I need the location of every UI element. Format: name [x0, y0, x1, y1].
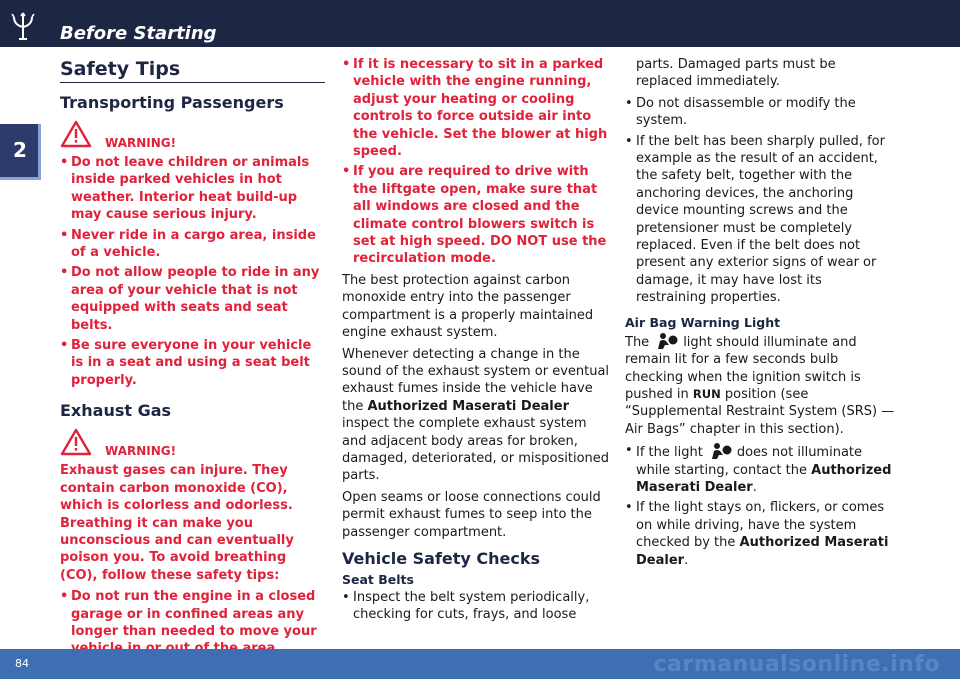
body-text	[342, 589, 612, 624]
body-text	[625, 56, 895, 307]
column-1	[60, 56, 325, 661]
warning-item: • Do not allow people to ride in any area of your vehicle that is not equipped with seats and seat belts.	[60, 264, 325, 334]
trident-logo-icon	[8, 11, 38, 41]
text: inspect the complete exhaust system and adjacent body areas for broken, damaged, deteriorated, or mispositioned parts.	[342, 416, 610, 484]
text: .	[684, 552, 689, 568]
warning-triangle-icon	[60, 120, 92, 148]
warning-item: • Do not leave children or animals inside parked vehicles in hot weather. Interior heat build-up may cause serious injury.	[60, 154, 325, 224]
warning-header	[60, 120, 325, 152]
heading-exhaust-gas: Exhaust Gas	[60, 401, 172, 421]
list-item: • Inspect the belt system periodically, checking for cuts, frays, and loose	[342, 589, 612, 624]
warning-item: • Be sure everyone in your vehicle is in a seat and using a seat belt properly.	[60, 337, 325, 389]
paragraph: The best protection against carbon monoxide entry into the passenger compartment is a properly maintained engine exhaust system.	[342, 272, 594, 341]
warning-item: • If you are required to drive with the liftgate open, make sure that all windows are closed and the climate control blowers switch is set at high speed. DO NOT use the recirculation mode.	[342, 163, 612, 267]
list-item	[625, 442, 895, 496]
heading-transporting-passengers: Transporting Passengers	[60, 93, 284, 112]
body-text	[342, 272, 612, 541]
heading-air-bag-warning-light: Air Bag Warning Light	[625, 314, 781, 330]
warning-label: WARNING!	[105, 136, 177, 150]
footer-bar	[0, 649, 960, 679]
warning-label: WARNING!	[105, 444, 177, 459]
warning-paragraph: Exhaust gases can injure. They contain carbon monoxide (CO), which is colorless and odorless. Breathing it can make you unconscious and can eventually poison you. To avoid breathing (CO), follow these safety tips:	[60, 463, 294, 583]
paragraph	[342, 346, 612, 485]
page-number: 84	[15, 657, 29, 670]
paragraph	[625, 332, 895, 438]
dealer-name: Authorized Maserati Dealer	[636, 462, 892, 495]
run-label: RUN	[692, 386, 721, 401]
warning-item: • If it is necessary to sit in a parked vehicle with the engine running, adjust your heating or cooling controls to force outside air into the vehicle. Set the blower at high speed.	[342, 56, 612, 160]
chapter-number: 2	[13, 138, 27, 162]
airbag-warning-icon	[653, 332, 679, 350]
text: does not illuminate while starting, contact the	[636, 445, 863, 478]
list-item: • If the belt has been sharply pulled, for example as the result of an accident, the safety belt, together with the anchoring devices, the anchoring device mounting screws and the pretensioner must be completely replaced. Even if the belt does not present any exterior signs of wear or damage, it may have lost its restraining properties.	[625, 133, 895, 307]
text: .	[752, 479, 757, 495]
list-item: • Do not disassemble or modify the system.	[625, 95, 895, 130]
warning-block	[60, 154, 325, 389]
body-text	[625, 332, 895, 569]
dealer-name: Authorized Maserati Dealer	[636, 535, 889, 568]
dealer-name: Authorized Maserati Dealer	[367, 398, 569, 414]
warning-block-continued	[342, 56, 612, 268]
text: Whenever detecting a change in the sound of the exhaust system or eventual exhaust fumes inside the vehicle have the	[342, 346, 610, 414]
warning-item: • Never ride in a cargo area, inside of a vehicle.	[60, 227, 325, 262]
text: If the light	[636, 445, 703, 461]
text: The	[625, 334, 650, 350]
chapter-tab	[0, 124, 41, 180]
text: If the light stays on, flickers, or comes on while driving, have the system checked by the	[636, 500, 885, 551]
header-bar	[0, 0, 960, 47]
list-item-continued: parts. Damaged parts must be replaced immediately.	[636, 57, 836, 90]
paragraph: Open seams or loose connections could permit exhaust fumes to seep into the passenger compartment.	[342, 489, 601, 540]
warning-triangle-icon	[60, 428, 92, 456]
page-title: Safety Tips	[60, 58, 325, 83]
text: light should illuminate and remain lit for a few seconds bulb checking when the ignition switch is pushed in	[625, 334, 861, 402]
heading-vehicle-safety-checks: Vehicle Safety Checks	[342, 548, 541, 568]
warning-item: • Do not run the engine in a closed garage or in confined areas any longer than needed to move your	[60, 588, 325, 658]
warning-block	[60, 462, 325, 657]
column-2	[342, 56, 612, 627]
section-title: Before Starting	[60, 23, 217, 44]
heading-seat-belts: Seat Belts	[342, 571, 414, 587]
watermark-text: carmanualsonline.info	[653, 652, 940, 677]
airbag-warning-icon	[707, 442, 733, 460]
warning-header	[60, 428, 325, 460]
text: position (see “Supplemental Restraint System (SRS) — Air Bags” chapter in this section).	[625, 386, 895, 437]
list-item	[625, 499, 895, 569]
column-3	[625, 56, 895, 572]
